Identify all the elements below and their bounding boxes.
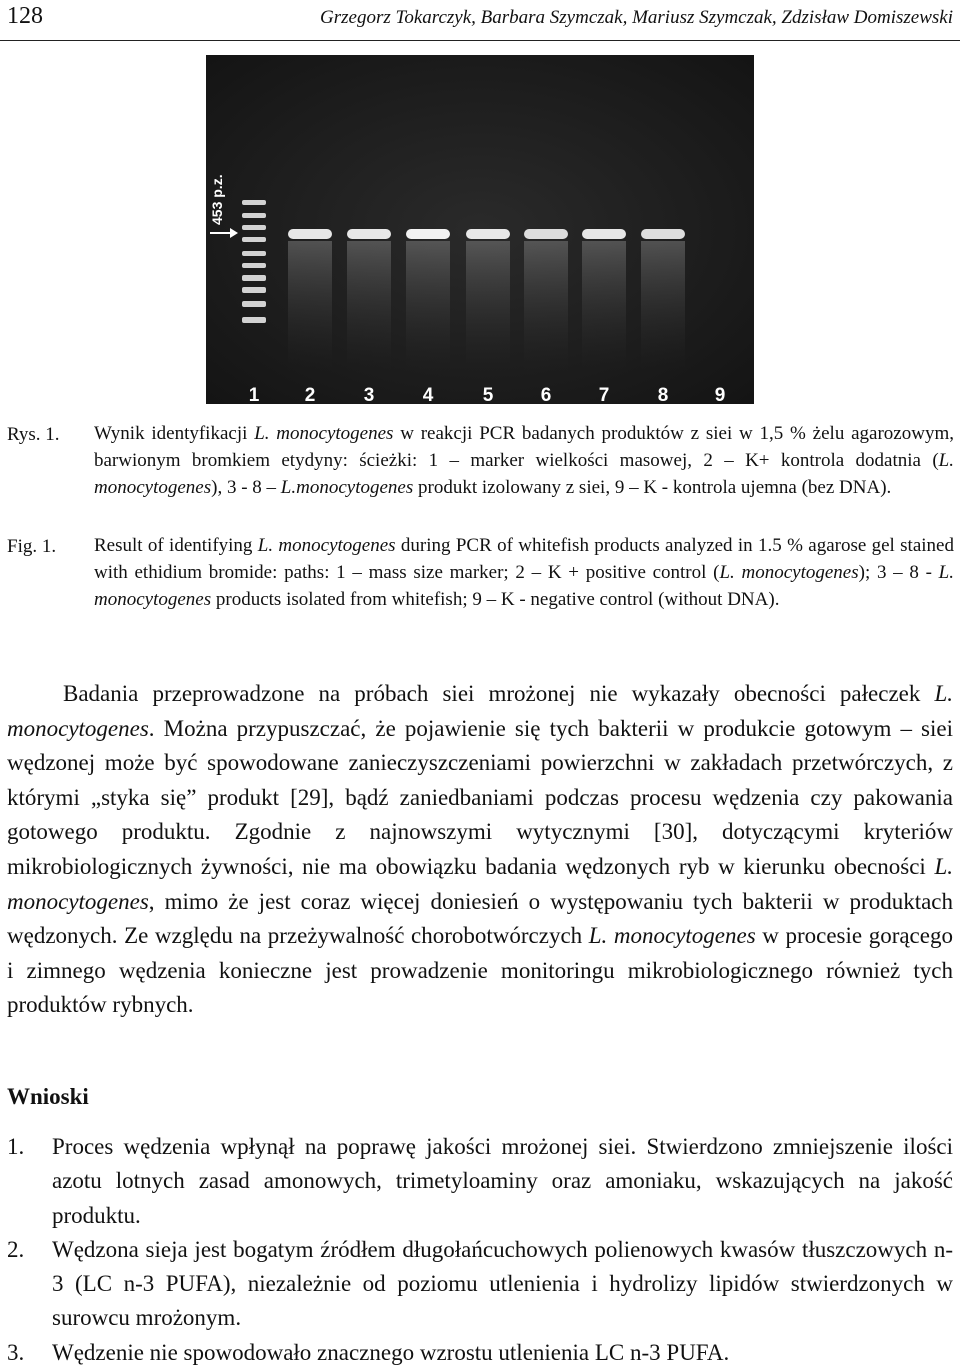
gel-electrophoresis-image <box>206 55 754 404</box>
ladder-band <box>242 263 266 268</box>
conclusions-list <box>7 1130 953 1370</box>
lane-label-7: 7 <box>598 385 610 404</box>
pcr-band <box>641 229 685 239</box>
pcr-band <box>466 229 510 239</box>
conclusion-number: 2. <box>7 1236 25 1262</box>
lane-smear <box>466 241 510 371</box>
lane-smear <box>288 241 332 371</box>
lane-label-4: 4 <box>422 385 434 404</box>
conclusion-text: Wędzenie nie spowodowało znacznego wzrostu utlenienia LC n-3 PUFA. <box>52 1339 730 1365</box>
ladder-band <box>242 317 266 323</box>
lane-label-2: 2 <box>304 385 316 404</box>
conclusion-item <box>7 1130 953 1233</box>
lane-smear <box>582 241 626 371</box>
conclusion-text: Wędzona sieja jest bogatym źródłem długołańcuchowych polienowych kwasów tłuszczowych n-3 (LC n-3 PUFA), niezależnie od poziomu utlenienia i hydrolizy lipidów stwierdzonych w surowcu mrożonym. <box>52 1236 953 1331</box>
lane-smear <box>524 241 568 371</box>
pcr-band <box>288 229 332 239</box>
ladder-band <box>242 287 266 293</box>
lane-label-8: 8 <box>657 385 669 404</box>
pcr-band <box>582 229 626 239</box>
caption-en-text: Result of identifying L. monocytogenes during PCR of whitefish products analyzed in 1.5 % agarose gel stained with ethidium bromide: paths: 1 – mass size marker; 2 – K + positive control (L. monocytogenes); 3 – 8 - L. monocytogenes products isolated from whitefish; 9 – K - negative control (without DNA). <box>94 535 954 610</box>
conclusion-item <box>7 1336 953 1370</box>
lane-smear <box>641 241 685 371</box>
conclusion-text: Proces wędzenia wpłynął na poprawę jakości mrożonej siei. Stwierdzono zmniejszenie ilości azotu lotnych zasad amonowych, trimetyloaminy oraz amoniaku, wskazujących na jakość produktu. <box>52 1134 953 1228</box>
lane-smear <box>406 241 450 371</box>
caption-pl-text: Wynik identyfikacji L. monocytogenes w reakcji PCR badanych produktów z siei w 1,5 % żelu agarozowym, barwionym bromkiem etydyny: ścieżki: 1 – marker wielkości masowej, 2 – K+ kontrola dodatnia (L. monocytogenes), 3 - 8 – L.monocytogenes produkt izolowany z siei, 9 – K - kontrola ujemna (bez DNA). <box>94 423 954 498</box>
running-header <box>0 0 960 41</box>
lane-label-5: 5 <box>482 385 494 404</box>
pcr-band <box>406 229 450 239</box>
pcr-band <box>524 229 568 239</box>
lane-label-1: 1 <box>248 385 260 404</box>
conclusion-number: 1. <box>7 1134 25 1159</box>
ladder-band <box>242 275 266 281</box>
caption-pl-label: Rys. 1. <box>7 424 60 445</box>
lane-smear <box>347 241 391 371</box>
body-paragraph: Badania przeprowadzone na próbach siei mrożonej nie wykazały obecności pałeczek L. monocytogenes. Można przypuszczać, że pojawienie się tych bakterii w produkcie gotowym – siei wędzonej może być spowodowane zanieczyszczeniami powierzchni w zakładach przetwórczych, z którymi „styka się” produkt [29], bądź zaniedbaniami podczas procesu wędzenia czy pakowania gotowego produktu. Zgodnie z najnowszymi wytycznymi [30], dotyczącymi kryteriów mikrobiologicznych żywności, nie ma obowiązku badania wędzonych ryb w kierunku obecności L. monocytogenes, mimo że jest coraz więcej doniesień o występowaniu tych bakterii w produktach wędzonych. Ze względu na przeżywalność chorobotwórczych L. monocytogenes w procesie gorącego i zimnego wędzenia konieczne jest prowadzenie monitoringu mikrobiologicznego również tych produktów rybnych. <box>7 681 953 1018</box>
section-heading-conclusions: Wnioski <box>7 1084 89 1109</box>
ladder-band <box>242 251 266 256</box>
pcr-band <box>347 229 391 239</box>
page-number: 128 <box>7 3 43 29</box>
gel-svg <box>206 55 754 404</box>
ladder-band <box>242 200 266 205</box>
conclusion-number: 3. <box>7 1339 25 1365</box>
running-authors: Grzegorz Tokarczyk, Barbara Szymczak, Mariusz Szymczak, Zdzisław Domiszewski <box>320 7 953 28</box>
caption-en-label: Fig. 1. <box>7 536 57 557</box>
lane-label-9: 9 <box>714 385 726 404</box>
ladder-band <box>242 225 266 230</box>
ladder-band <box>242 237 266 242</box>
marker-size-label: 453 p.z. <box>209 174 225 225</box>
lane-label-3: 3 <box>363 385 375 404</box>
lane-label-6: 6 <box>540 385 552 404</box>
ladder-band <box>242 301 266 307</box>
ladder-band <box>242 213 266 218</box>
conclusion-item <box>7 1233 953 1336</box>
